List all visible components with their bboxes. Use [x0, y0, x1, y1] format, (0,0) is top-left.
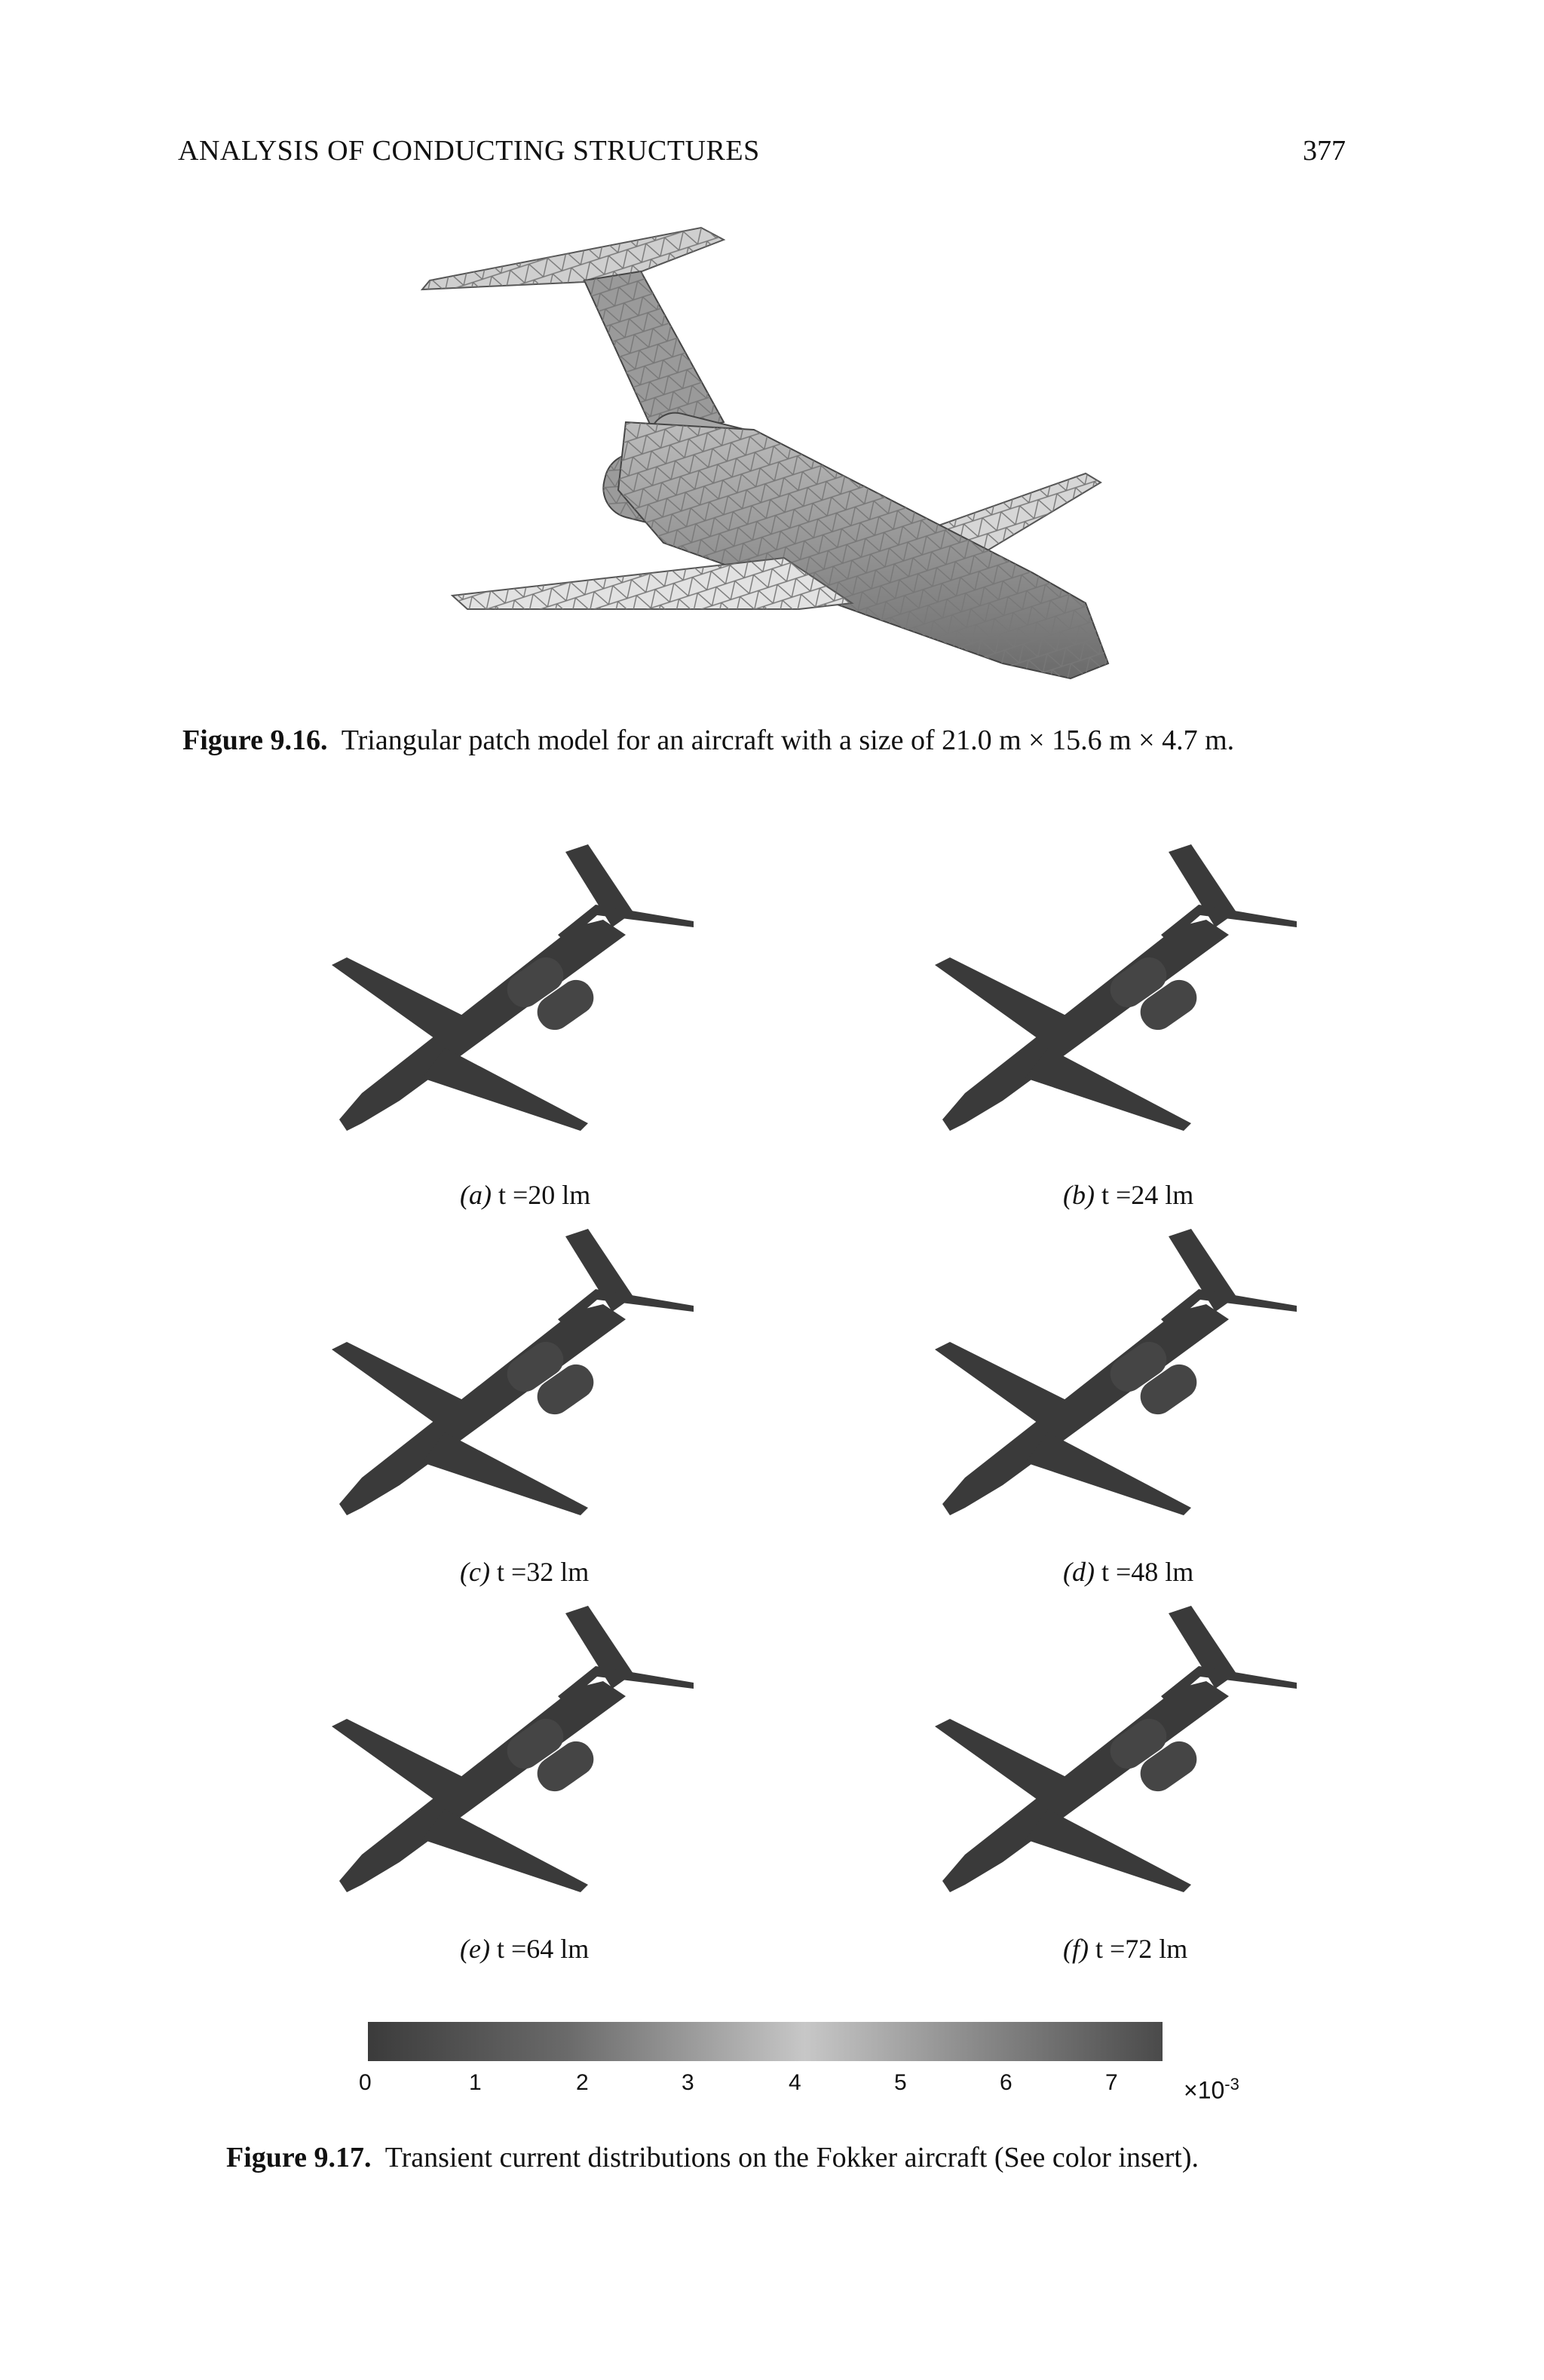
colorbar-tick: 5 [894, 2070, 907, 2095]
panel-c-aircraft [332, 1229, 694, 1515]
panel-f-label: (f) t =72 lm [1063, 1934, 1188, 1964]
colorbar-tick: 6 [1000, 2070, 1012, 2095]
colorbar-tick: 4 [789, 2070, 801, 2095]
colorbar-tick: 0 [359, 2070, 372, 2095]
panel-e-label: (e) t =64 lm [460, 1934, 590, 1964]
colorbar [368, 2022, 1163, 2061]
panel-b-label: (b) t =24 lm [1063, 1180, 1194, 1210]
panel-e-aircraft [332, 1606, 694, 1892]
panel-d-aircraft [935, 1229, 1297, 1515]
colorbar-tick: 7 [1105, 2070, 1118, 2095]
colorbar-tick: 3 [682, 2070, 694, 2095]
figure-9-16-text: Triangular patch model for an aircraft with a size of 21.0 m × 15.6 m × 4.7 m. [341, 724, 1235, 756]
panel-c-label: (c) t =32 lm [460, 1557, 590, 1587]
panel-a-aircraft [332, 844, 694, 1131]
panel-b-aircraft [935, 844, 1297, 1131]
colorbar-tick: 2 [576, 2070, 589, 2095]
panel-d-label: (d) t =48 lm [1063, 1557, 1194, 1587]
page-number: 377 [1303, 135, 1346, 167]
figure-9-17-text: Transient current distributions on the Fokker aircraft (See color insert). [384, 2142, 1199, 2173]
panel-a-label: (a) t =20 lm [460, 1180, 591, 1210]
figure-9-16-label: Figure 9.16. [182, 724, 328, 756]
colorbar-multiplier: $\times 10^{-3}$ [1184, 2075, 1239, 2104]
panel-f-aircraft [935, 1606, 1297, 1892]
colorbar-tick: 1 [469, 2070, 482, 2095]
figure-9-17-label: Figure 9.17. [226, 2142, 372, 2173]
running-head: ANALYSIS OF CONDUCTING STRUCTURES [178, 135, 760, 167]
figure-9-17-caption [226, 2141, 1199, 2174]
